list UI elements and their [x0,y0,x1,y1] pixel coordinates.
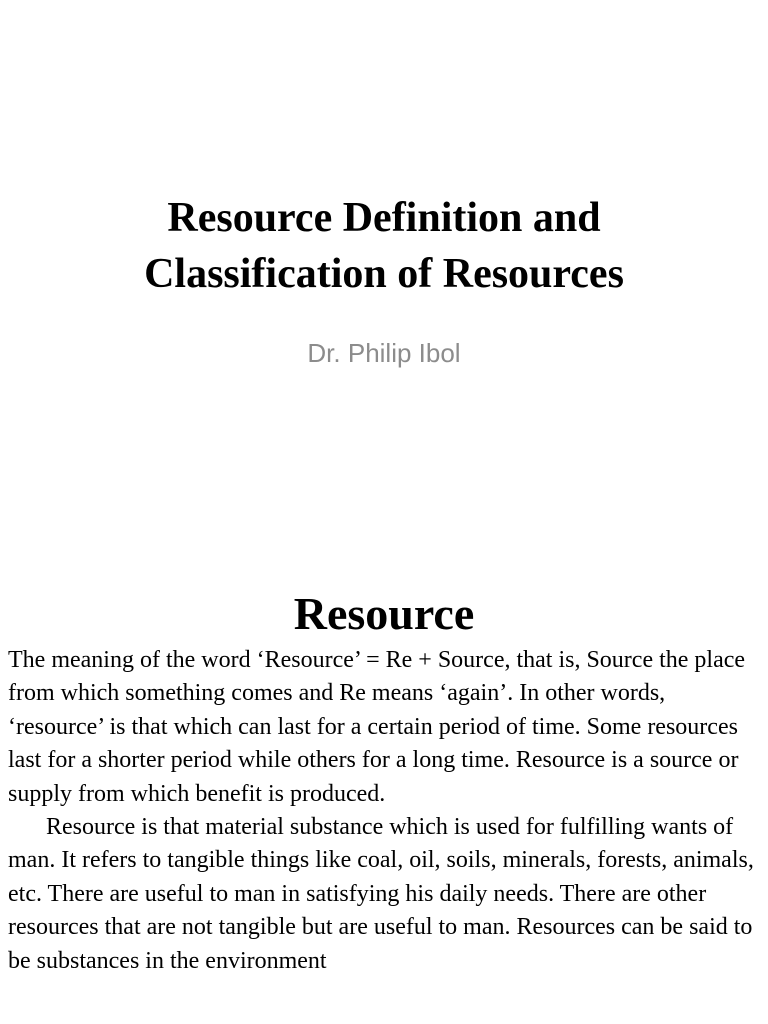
slide-title [0,190,768,302]
author-name: Dr. Philip Ibol [307,338,461,368]
slide-title-line-2: Classification of Resources [144,251,624,297]
title-block [0,190,768,302]
section-heading: Resource [293,588,475,639]
paragraph-definition: The meaning of the word ‘Resource’ = Re + Source, that is, Source the place from which something comes and Re means ‘again’. In other words, ‘resource’ is that which can last for a certain period of time. Some resources last for a shorter period while others for a long time. Resource is a source or supply from which benefit is produced. [8,647,746,807]
content-slide [0,576,768,1024]
body-text [8,644,762,978]
paragraph-material-substance: Resource is that material substance which is used for fulfilling wants of man. It refers to tangible things like coal, oil, soils, minerals, forests, animals, etc. There are useful to man in satisfying his daily needs. There are other resources that are not tangible but are useful to man. Resources can be said to be substances in the environment [8,814,754,974]
slide-title-line-1: Resource Definition and [167,195,601,241]
